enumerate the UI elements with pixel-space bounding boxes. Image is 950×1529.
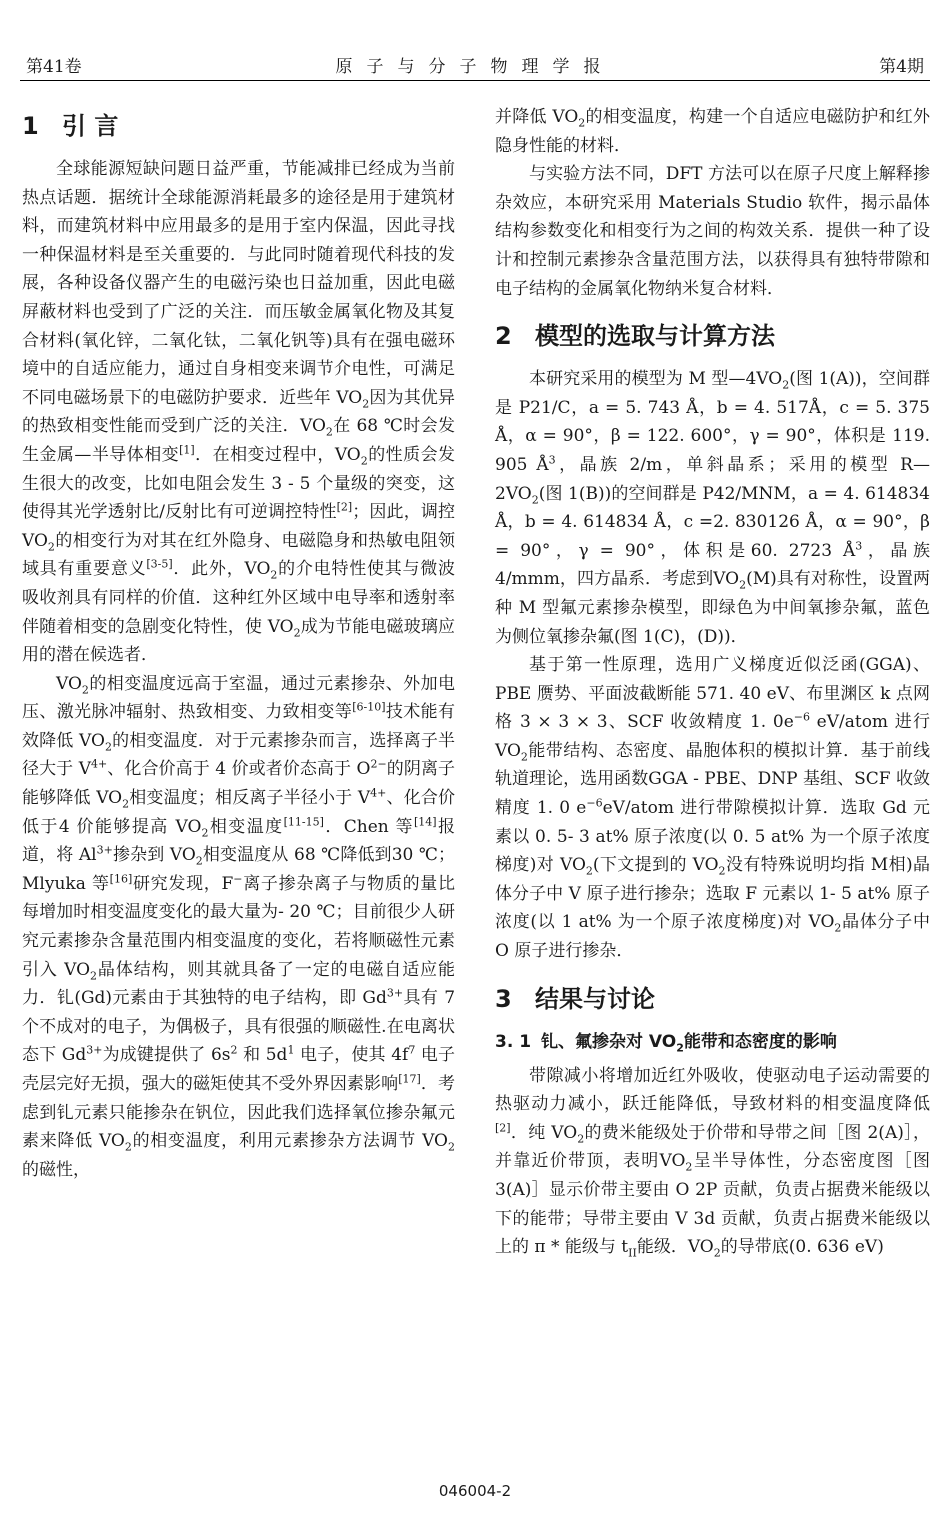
text-line: 研究发现，F [132,873,234,894]
text-line: 的相变温度．对于元 [111,730,267,751]
text-line: 相变温度 [208,816,284,837]
text-line: 30 ℃；Mlyuka 等 [22,845,455,894]
section-number: 3 [495,984,512,1013]
text-line: 的介电特性使其与微波吸收剂具有同 [22,559,456,608]
text-line: e [783,712,794,733]
text-line: 具有在强电磁环境中的自适应能力，通过自身相 [22,330,456,380]
citation: [3-5] [146,557,173,571]
text-line: 具有 7 [403,988,456,1009]
text-line: 氧化物纳米复合材料． [614,278,784,299]
text-line: 围方法，以获得具有独特带隙和电子结构的金属 [495,249,931,299]
text-line: 使其 4f [351,1045,409,1066]
text-line: 的相变温度降低 [803,1094,931,1115]
text-line: 位，因此我们选择氧位掺杂氟元素来降低 VO [22,1102,456,1152]
superscript: 1 [287,1043,295,1057]
header-issue: 第4期 [879,57,924,77]
subscript: 2 [325,425,333,439]
text-line: 电子， [294,1045,352,1066]
text-line: 带隙减小将增加近红外吸收，使驱动电子运 [529,1065,861,1086]
text-line: ．Chen 等 [323,816,414,837]
text-line: 成为节能电磁玻 [300,616,421,637]
text-line: 途径是用于建筑材料，而建筑材料中应用最多的 [22,187,456,237]
text-line: 60. 2723 Å [750,540,856,561]
text-line: 相变温度；相反离子半径小于 V [129,788,371,809]
citation: [6-10] [352,700,386,714]
text-line: 在 68 ℃时会发生金属 [22,416,455,465]
text-line: 的相变行为对其在红外隐 [54,530,247,551]
text-line: 的性质会 [367,444,439,465]
subscript: 2 [362,397,370,411]
superscript: 3 [855,539,863,553]
text-line: 的模型 R—2VO [495,454,930,504]
paragraph [22,670,455,1185]
text-line: 的相变温度，构建一个自适应电磁防 [585,107,862,127]
text-line: VO [713,569,740,590]
subscript: 2 [201,826,209,840]
text-line: 于 4 价或者价态高于 O [192,759,371,780]
text-line: 的磁性， [22,1159,90,1180]
text-line: 并降低 VO [495,107,579,127]
text-line: ．在相变过程中，VO [194,444,361,465]
text-line: 因为其优异的热致相变性 [22,387,455,437]
subscript: 2 [718,864,726,878]
text-line: 相变温度从 68 ℃降低到 [202,845,392,866]
text-line: 和导带之间［图 2(A)］，并靠近价带顶，表明 [495,1122,931,1172]
citation: [14] [413,815,437,828]
text-line: GGA - PBE、DNP 基组、SCF 收敛精度 1. 0 e [495,769,931,819]
citation: [2] [495,1121,511,1135]
text-line: eV/atom 进行带隙模拟计算．选取 Gd 元素以 0. 5 [495,798,931,847]
superscript: 2 [230,1043,238,1057]
text-line: 晶体分子中 O 原子进行掺杂． [495,912,930,962]
text-line: 突变，这使得其光学透射比/反射比有可逆调控特 [22,473,455,523]
subscript: 2 [578,116,586,130]
section-3-heading [495,982,930,1016]
paragraph [495,1062,930,1262]
text-line: 能带结构、态密度、晶胞体 [527,740,739,761]
text-line: Å，c = 5. 375 Å，α = 90°，β = 122. 600°，γ = 90°， [495,397,930,447]
text-line: - 3 at% 原子浓度(以 0. 5 at% 为一个原子浓度梯 [495,826,931,876]
text-line: 基于第一性原理，选用广义梯度近似泛函 [529,655,859,676]
subscript: 2 [270,568,278,582]
text-line: 能而受到广泛的关注．VO [126,416,326,437]
section-title: 结果与讨论 [535,984,655,1013]
right-column [495,103,930,1262]
text-line: 效关系．提供一种了设计和控制元素掺杂含量范 [495,221,930,270]
superscript: 3+ [86,1043,103,1057]
text-line: - 5 at% 原子浓度(以 1 at% 为一个原子浓度梯度) [495,883,930,933]
text-line: 电子壳层完好无损，强大的磁矩使其不 [22,1045,456,1094]
text-line: (图 1(B))的空间群是 P42/ [538,483,742,504]
text-line: 带；导带主要由 V 3d 贡献，负责占据费米能级以 [547,1208,931,1229]
text-line: 受外界因素影响 [278,1074,399,1094]
left-column [22,103,455,1184]
running-header [20,52,930,81]
text-line: 的相变温度远高于室温，通过元素掺杂、 [88,673,404,694]
text-line: 模型，即绿色为中间氧掺杂氟，蓝色为侧位氧掺 [495,597,931,647]
superscript: −6 [586,796,603,810]
subscript: 2 [685,1160,693,1174]
citation: [2] [336,500,353,514]
text-line: ．考虑到钆元素只能掺杂在钒 [22,1074,456,1123]
text-line: ，晶族 2/m，单斜晶系；采用 [555,454,830,475]
text-line: 能级．VO [636,1237,714,1258]
subscript: 2 [293,625,301,639]
text-line: 外加电压、激光脉冲辐射、热致相变、力致相变 [22,673,456,723]
superscript: 4+ [370,786,387,800]
superscript: − [233,872,243,886]
citation: [17] [398,1072,421,1086]
superscript: 3 [548,453,556,467]
text-line: 上解释掺杂效应，本研究采用 Materials Studio 软 [495,164,930,213]
text-line: 样的价值．这种红外区域中电导率和透射率伴随 [22,587,455,637]
text-line: (图 1 [789,369,830,390]
superscript: 3+ [386,986,404,1000]
text-line: 没有特殊说明均指 M [725,855,889,876]
text-line: 全球能源短缺问题日益严重，节能减排已经 [56,159,386,179]
paragraph [495,160,930,303]
paragraph [495,651,930,966]
text-line: 道，将 Al [22,845,97,866]
subsection-title: 钆、氟掺杂对 VO [541,1031,677,1052]
subscript: 2 [676,1041,684,1055]
subscript: 2 [585,864,593,878]
text-line: 身、电磁隐身和热敏电阻领域具有重要意义 [22,530,456,580]
subscript: 2 [577,1132,585,1146]
subscript: 2 [47,540,55,554]
section-number: 1 [22,112,39,140]
text-line: 掺杂到 VO [112,845,196,866]
subsection-number: 3. 1 [495,1031,532,1052]
header-journal-title: 原子与分子物理学报 [335,57,615,77]
subscript: 2 [104,740,112,754]
text-line: 的导带底(0. 636 eV) [720,1237,884,1258]
subscript: 2 [195,854,203,868]
text-line: 着相变的急剧变化特性，使 VO [56,616,294,637]
superscript: −6 [793,710,810,724]
subsection-title: 能带和态密度的影响 [683,1031,837,1052]
text-line: MNM，a = 4. 614834 Å，b = 4. 614834 Å，c = [495,483,930,533]
text-line: 变温度的变化，若将顺磁性元素引入 VO [22,931,456,980]
text-line: 璃应用的潜在候选者． [22,616,456,666]
citation: [16] [109,872,133,886]
text-line: ；因此，调控 VO [22,502,455,551]
text-line: 4 价能够提高 VO [58,816,202,837]
page-footer [0,1482,950,1500]
text-line: 个不成对的电子，为偶极子，具有很强的顺磁性. [22,1016,387,1037]
text-line: 本研究采用的模型为 M 型—4VO [529,369,783,390]
text-line: 护和红外隐身性能的材料． [495,107,931,156]
text-line: eV/atom 进行 VO [495,712,930,761]
text-line: 素掺杂而言，选择离子半径大于 V [22,730,455,780]
text-line: 件，揭示晶体结构参数变化和相变行为之间的构 [495,192,930,242]
text-line: 相)晶体分子中 V 原子进行掺杂；选取 F 元素以 1 [495,855,931,904]
text-line: 布里渊区 k 点网格 3 × 3 × 3、SCF 收敛精度 1. 0 [495,683,930,733]
subscript: 2 [520,750,528,764]
subsection-3-1-heading [495,1028,930,1056]
text-line: 是用于室内保温，因此寻找一种保温材料是至关 [22,216,456,265]
section-2-heading [495,319,930,353]
text-line: 对 VO [783,912,835,933]
subscript: 2 [124,1140,132,1154]
text-line: (下文提到的 VO [592,855,719,876]
citation: [1] [179,443,195,457]
text-line: 蔽材料也受到了广泛的关注．而压敏金属氧化物 [39,301,404,322]
text-line: 杂氟(图 1(C)，(D))． [580,626,748,647]
text-line: ，晶族 4/mmm，四方晶系．考虑到 [495,540,930,590]
subscript: 2 [713,1246,721,1260]
section-title: 引 言 [62,112,119,140]
text-line: 重要的．与此同时随着现代科技的发展，各种设 [22,244,455,294]
text-line: ．纯 VO [510,1122,578,1143]
subscript: 2 [834,921,842,935]
text-line: 与实验方法不同，DFT 方法可以在原子尺度 [529,164,862,185]
text-line: 构，则其就具备了一定的电磁自适应能力．钆 [22,959,456,1009]
text-line: 此外，VO [191,559,271,580]
text-line: 2. 830126 Å，α = 90°，β = 90°，γ = 90°，体积是 [495,512,930,561]
text-line: 上的 π * 能级与 t [495,1237,629,1258]
text-line: (GGA)、PBE 赝势、平面波截断能 571. 40 eV、 [495,655,931,704]
text-line: 及其复合材料(氧化锌，二氧化钛，二氧化钒等) [22,301,456,351]
text-line: 发生很大的改变，比如电阻会发生 3 - 5 个量级的 [22,444,456,494]
text-line: 在电离状态下 Gd [22,1016,456,1066]
subscript: 2 [531,492,539,506]
text-line: 等 [334,702,353,723]
subscript: 2 [360,454,368,468]
section-number: 2 [495,322,512,351]
text-line: (A))，空间群是 P21/C，a = 5. 743 Å，b = 4. 517 [495,369,930,418]
text-line: 呈半导体性，分态密度图［图 3(A)］显示价 [495,1151,931,1200]
text-line: 技术能有效降低 VO [22,702,456,751]
text-line: (Gd)元素由于其独特的电子结构，即 Gd [74,988,387,1009]
paragraph [22,155,455,670]
text-line: 备仪器产生的电磁污染也日益加重，因此电磁屏 [22,273,456,322]
header-volume: 第41卷 [26,57,82,77]
text-line: ． [172,559,192,580]
text-line: 相变温度，利用元素掺杂方法调节 VO [150,1131,448,1152]
subscript: 2 [81,683,89,697]
paragraph [495,365,930,651]
citation: [11-15] [283,815,324,828]
text-line: —半导体相变 [74,444,180,465]
superscript: 2− [370,757,387,771]
text-line: 、化合价高 [107,759,193,780]
text-line: VO [659,1151,686,1172]
subscript: 2 [90,969,98,983]
text-line: 晶体结 [97,959,152,980]
subscript: 2 [782,378,790,392]
text-line: 防护要求．近些年 VO [193,387,363,408]
text-line: 体积是 119. 905 Å [495,426,930,475]
text-line: 带主要由 O 2P 贡献，负责占据费米能级以下的能 [495,1180,930,1229]
subscript: 2 [122,797,130,811]
text-line: 为成键提供了 6s [102,1045,231,1066]
paragraph-continued [495,103,930,160]
text-line: 动需要的热驱动力减小，跃迁能降低，导致材料 [495,1065,931,1115]
section-1-heading [22,109,455,143]
text-line: 离子掺杂离子 [242,873,350,894]
text-line: 和 5d [237,1045,288,1066]
text-line: 的阴离子能够降低 VO [22,759,456,809]
subscript: 2 [448,1140,455,1154]
superscript: 3+ [96,843,113,857]
text-line: 、化合价低于 [22,788,456,837]
superscript: 4+ [91,757,108,771]
section-title: 模型的选取与计算方法 [535,322,775,351]
text-line: 的费米能级处于价带 [584,1122,741,1143]
text-line: 积的模拟计算．基于前线轨道理论，选用函数 [495,740,931,790]
superscript: 7 [408,1043,416,1057]
text-line: 度)对 VO [512,855,586,876]
text-line: 的 [131,1131,151,1152]
text-line: 变来调节介电性，可满足不同电磁场景下的电磁 [22,359,456,408]
page-number: 046004-2 [438,1482,512,1500]
text-line: (M)具有对称性，设置两种 M 型氟元素掺杂 [495,569,931,618]
subscript: 2 [739,578,747,592]
text-line: - 20 ℃；目前很少人研究元素掺杂含量范围内相 [22,902,455,952]
text-line: 性 [319,502,337,523]
text-line: 成为当前热点话题．据统计全球能源消耗最多的 [22,159,456,208]
text-line: 与物质的量比每增加时相变温度变化的最大量为 [22,873,456,923]
text-line: VO [56,673,82,694]
text-line: 报 [436,816,456,837]
subscript: II [628,1246,637,1260]
